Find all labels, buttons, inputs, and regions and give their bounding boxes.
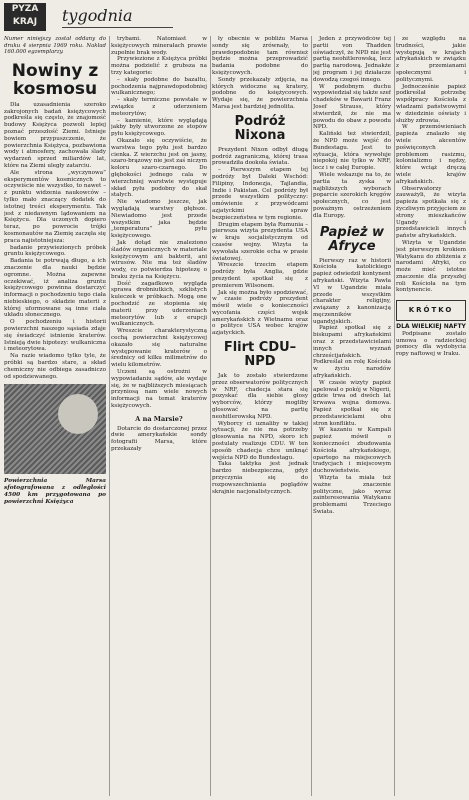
column-2 (111, 36, 207, 796)
paragraph: Wyborcy ci uznaliby w takiej sytuacji, że nie ma potrzeby głosowania na NPD, skoro ich postulaty realizuje CDU. W ten sposób chadecja chce uniknąć wejścia NPD do Bundestagu. (212, 420, 308, 461)
column-1 (4, 36, 106, 796)
kratko-title: DLA WIELKIEJ NAFTY (396, 323, 466, 331)
paragraph: Badania te potrwają długo, a ich znaczenie dla nauki będzie ogromne. Można zapewne oczekiwać, iż analiza gruntu księżycowego powinna dostarczyć informacji o pochodzeniu tego ciała niebieskiego, o składzie materii z której uformowane są inne ciała układu słonecznego. (4, 258, 106, 319)
paragraph: Pierwszy raz w historii Kościoła katolickiego papież odwiedził kontynent afrykański. Wizyta Pawła VI w Ugandzie miała przede wszystkim charakter religijny, związany z kanonizacją męczenników ugandyjskich. (313, 257, 391, 325)
logo-line-2: KRAJ (12, 17, 38, 27)
paragraph: Obserwatorzy zauważyli, że wizyta papieża spotkała się z życzliwym przyjęciem ze strony mieszkańców Ugandy i przedstawicieli innych państw afrykańskich. (396, 185, 466, 240)
section-logo (4, 3, 46, 31)
paragraph: – skały termiczne powstałe w związku z uderzeniem meteorytów; (111, 97, 207, 117)
paragraph: Jednocześnie papież podkreślał potrzebę współpracy Kościoła z władzami państwowymi w dziedzinie oświaty i służby zdrowia. (396, 83, 466, 124)
paragraph: Jak dotąd nie znaleziono śladów organicznych w materiale księżycowym ani bakterii, ani wirusów. Nie ma też śladów wody, co potwierdza hipotezę o braku życia na Księżycu. (111, 239, 207, 280)
masthead (4, 3, 60, 33)
paragraph: Okazało się oczywiście, że warstwa tego pyłu jest bardzo cienka. Z wierzchu jest on jasny, szaro-brązowy nie jest zaś niczym koloru szaro-czarnego. Do głębokości jednego cala w wierzchniej warstwie występuje skład pyłu podobny do skał stałych. (111, 137, 207, 199)
paragraph: Przywiezione z Księżyca próbki można podzielić z grubsza na trzy kategorie: (111, 56, 207, 76)
edition-note: Numer niniejszy został oddany do druku 4 sierpnia 1969 roku. Nakład 160.000 egzemplarzy. (4, 36, 106, 56)
paragraph: Uczeni są ostrożni w wypowiadaniu sądów, ale wydaje się, że w najbliższych miesiącach przyniosą nam wiele nowych informacji na temat kraterów księżycowych. (111, 369, 207, 410)
column-5 (396, 36, 466, 796)
logo-line-1: PYZA (11, 4, 39, 14)
paragraph: – Pierwszym etapem tej podróży był Daleki Wschód: Filipiny, Indonezja, Tajlandia, Indie i Pakistan. Cel podróży był przede wszystkim polityczny: omówienie z przywódcami azjatyckimi spraw bezpieczeństwa w tym regionie. (212, 167, 308, 221)
paragraph: Ale strona „wyczynowa” eksperymentów kosmicznych to oczywiście nie wszystko, to nawet – z punktu widzenia naukowców – tylko mało znaczący dodatek do istotnej treści eksperymentu. Tak jest z niedawnym lądowaniem na Księżycu. Dla uczonych dopiero teraz, po powrocie trójki kosmonautów na Ziemię zaczęła się praca najistotniejsza: (4, 169, 106, 244)
mars-photo (4, 384, 106, 474)
headline-papiez: Papież w Afryce (319, 224, 385, 254)
paragraph: O pochodzeniu i historii powierzchni naszego sąsiada zdaje się świadczyć istnienie kraterów. Istnieją dwie hipotezy: wulkaniczna i meteorytowa. (4, 319, 106, 353)
paragraph: Sondy przekazały zdjęcia, na których widoczne są kratery, podobne do księżycowych. Wydaje się, że powierzchnia Marsa jest bardziej jednolita. (212, 76, 308, 110)
photo-caption: Powierzchnia Marsa sfotografowana z odległości 4500 km przygotowana po powierzchni Księżyca (4, 478, 106, 506)
paragraph: Kaliński też stwierdził, że NPD może wejść do Bundestagu. Jest to sytuacja, która wywołuje niepokój nie tylko w NRF, lecz i w całej Europie. (313, 131, 391, 172)
paragraph: W czasie wizyty papież apelował o pokój w Nigerii, gdzie trwa od dwóch lat krwawa wojna domowa. Papież spotkał się z przedstawicielami obu stron konfliktu. (313, 379, 391, 427)
paragraph: Wizyta ta miała też ważne znaczenie polityczne, jako wyraz zainteresowania Watykanu problemami Trzeciego Świata. (313, 475, 391, 515)
paragraph: Jeden z przywódców tej partii von Thadden oświadczył, że NPD nie jest partią neohitlerowską, lecz partią narodową. Jednakże jej program i jej działacze dowodzą czegoś innego. (313, 36, 391, 83)
headline-nixon: Podróż Nixona (234, 113, 286, 143)
paragraph: W podobnym duchu wypowiedział się także szef chadeków w Bawarii Franz Josef Strauss, który stwierdził, że nie ma powodu do obaw z powodu NPD. (313, 83, 391, 131)
paragraph: Wreszcie trzecim etapem podróży była Anglia, gdzie prezydent spotkał się z premierem Wilsonem. (212, 262, 308, 289)
paragraph: – skały podobne do bazaltu, pochodzenia najprawdopodobniej wulkanicznego; (111, 76, 207, 97)
column-rule (394, 36, 395, 796)
paragraph: – kamienie, które wyglądają jakby były utworzone ze stopów pyłu księżycowego. (111, 117, 207, 138)
paragraph: ły obecnie w pobliżu Marsa sondy się zrównały, to prawdopodobnie tam również będzie można przeprowadzić badania podobne do księżycowych. (212, 36, 308, 76)
paragraph: badanie przywiezionych próbek gruntu księżycowego. (4, 244, 106, 258)
paragraph: Na razie wiadomo tylko tyle, że próbki są bardzo stare, a skład chemiczny nie odbiega zasadniczo od spodziewanego. (4, 353, 106, 380)
paragraph: W przemówieniach papieża znalazło się wiele akcentów poświęconych problemom rasizmu, kolonializmu i nędzy, które wciąż dręczą wiele krajów afrykańskich. (396, 124, 466, 185)
paragraph: Papież spotkał się z biskupami afrykańskimi oraz z przedstawicielami innych wyznań chrześcijańskich. Podkreślał on rolę Kościoła w życiu narodów afrykańskich. (313, 325, 391, 380)
paragraph: Jak się można było spodziewać, w czasie podróży prezydent mówił wiele o konieczności wycofania części wojsk amerykańskich z Wietnamu oraz o polityce USA wobec krajów azjatyckich. (212, 289, 308, 337)
column-rule (109, 36, 110, 796)
paragraph: Jak to zostało stwierdzone przez obserwatorów politycznych w NRF, chadecja stara się pozyskać dla siebie głosy wyborców, którzy mogliby głosować na partię neohitlerowską NPD. (212, 373, 308, 420)
paragraph: Wizyta w Ugandzie jest pierwszym krokiem Watykanu do zbliżenia z narodami Afryki, co może mieć istotne znaczenie dla przyszłej roli Kościoła na tym kontynencie. (396, 239, 466, 294)
section-title: tygodnia (62, 6, 133, 25)
paragraph: Nie wiadomo jeszcze, jak wyglądają warstwy głębsze. Niewiadomo jest przede wszystkim jaka będzie „temperatura” pyłu księżycowego. (111, 199, 207, 240)
paragraph: Wreszcie charakterystyczną cechą powierzchni księżycowej okazało się naturalne występowanie kraterów o średnicy od kilku milimetrów do wielu kilometrów. (111, 328, 207, 369)
paragraph: Dotarcie do dostarczonej przez dwie amerykańskie sondy fotografii Marsa, które przekazały (111, 425, 207, 453)
paragraph: Drugim etapem była Rumunia – pierwsza wizyta prezydenta USA w kraju socjalistycznym od czasów wojny. Wizyta ta wywołała szerokie echa w prasie światowej. (212, 221, 308, 262)
paragraph: Prezydent Nixon odbył długą podróż zagraniczną, której trasa prowadziła dookoła świata. (212, 146, 308, 167)
paragraph: Dość zagadkowo wygląda sprawa drobniutkich, szklistych kuleczek w próbkach. Mogą one pochodzić ze stopienia się materii przy uderzeniach meteorytów lub z erupcji wulkanicznych. (111, 280, 207, 328)
paragraph: Podpisane zostało umowa o radzieckiej pomocy dla wydobycia ropy naftowej w Iraku. (396, 330, 466, 358)
headline-nowiny: Nowiny z kosmosu (11, 60, 99, 99)
column-rule (210, 36, 211, 796)
column-4 (313, 36, 391, 796)
paragraph: Dla uzasadnienia szeroko zakrojonych badań księżycowych podkreśla się często, że znajomość budowy Księżyca pozwoli lepiej poznać przeszłość Ziemi. Istnieje bowiem przypuszczenie, że powierzchnia Księżyca, pozbawiona wody i atmosfery, zachowała ślady wydarzeń sprzed miliardów lat, które na Ziemi uległy zatarciu. (4, 101, 106, 169)
planet-disc (58, 394, 98, 434)
kratko-box: KRÓTKO (396, 300, 466, 321)
paragraph: W kazaniu w Kampali papież mówił o konieczności zbudowania Kościoła afrykańskiego, opartego na miejscowych tradycjach i miejscowym duchowieństwie. (313, 427, 391, 475)
column-3 (212, 36, 308, 796)
paragraph: ze względu na trudności, jakie występują w krajach afrykańskich w związku z przemianami społecznymi i politycznymi. (396, 36, 466, 83)
headline-flirt: Flirt CDU–NPD (223, 340, 297, 370)
paragraph: Taka taktyka jest jednak bardzo niebezpieczna, gdyż przyczynia się do rozpowszechniania poglądów skrajnie nacjonalistycznych. (212, 461, 308, 495)
column-rule (311, 36, 312, 796)
paragraph: trybami. Natomiast w księżycowych minerałach prawie zupełnie brak wody. (111, 36, 207, 56)
subhead-mars: A na Marsie? (135, 414, 183, 423)
paragraph: Wiele wskazuje na to, że partia ta zyska w najbliższych wyborach poparcie szerokich kręgów społecznych, co jest poważnym ostrzeżeniem dla Europy. (313, 171, 391, 219)
